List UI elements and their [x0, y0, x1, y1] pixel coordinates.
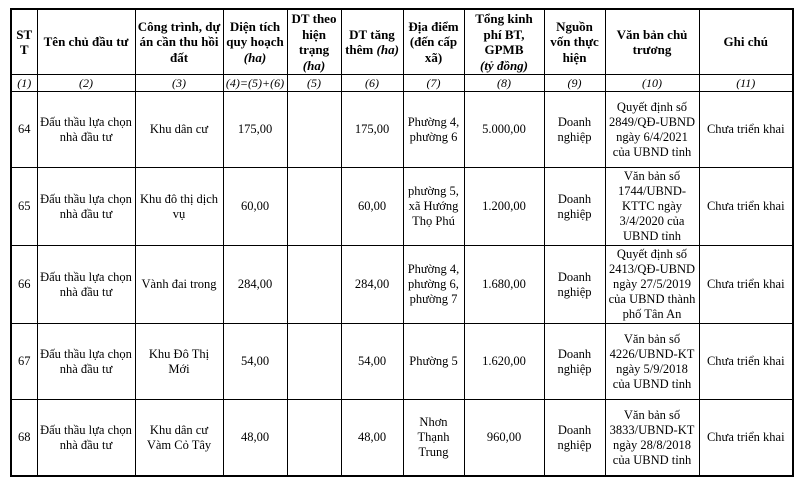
table-row	[11, 92, 793, 168]
column-header-area_planned	[223, 9, 287, 75]
cell-project: Khu dân cư	[135, 92, 223, 168]
cell-area_existing	[287, 168, 341, 246]
cell-area_added: 60,00	[341, 168, 403, 246]
cell-note: Chưa triển khai	[699, 324, 793, 400]
cell-note: Chưa triển khai	[699, 168, 793, 246]
column-title: Ghi chú	[723, 34, 768, 50]
cell-location: Phường 4, phường 6	[403, 92, 464, 168]
cell-total_cost: 1.680,00	[464, 246, 544, 324]
cell-document: Văn bản số 1744/UBND-KTTC ngày 3/4/2020 của UBND tỉnh	[605, 168, 699, 246]
table-row	[11, 400, 793, 476]
table-row	[11, 246, 793, 324]
column-header-project	[135, 9, 223, 75]
table-row	[11, 168, 793, 246]
cell-location: phường 5, xã Hướng Thọ Phú	[403, 168, 464, 246]
table-row	[11, 324, 793, 400]
cell-funding: Doanh nghiệp	[544, 168, 605, 246]
cell-document: Quyết định số 2849/QĐ-UBND ngày 6/4/2021 của UBND tỉnh	[605, 92, 699, 168]
cell-total_cost: 960,00	[464, 400, 544, 476]
column-index-row	[11, 75, 793, 92]
cell-investor: Đấu thầu lựa chọn nhà đầu tư	[37, 324, 135, 400]
cell-project: Vành đai trong	[135, 246, 223, 324]
column-index-document: (10)	[605, 75, 699, 92]
column-header-note	[699, 9, 793, 75]
column-title: Văn bản chủ trương	[616, 26, 688, 58]
column-title: Tên chủ đầu tư	[43, 34, 129, 50]
column-unit: (ha)	[376, 42, 399, 58]
cell-stt: 65	[11, 168, 37, 246]
column-title: Diện tích quy hoạch	[226, 18, 284, 50]
cell-area_planned: 54,00	[223, 324, 287, 400]
cell-area_planned: 284,00	[223, 246, 287, 324]
cell-stt: 68	[11, 400, 37, 476]
column-index-note: (11)	[699, 75, 793, 92]
column-unit: (tỷ đồng)	[479, 57, 529, 73]
cell-document: Quyết định số 2413/QĐ-UBND ngày 27/5/2019 của UBND thành phố Tân An	[605, 246, 699, 324]
column-unit: (ha)	[243, 49, 267, 65]
column-header-area_existing	[287, 9, 341, 75]
cell-area_added: 54,00	[341, 324, 403, 400]
column-header-funding	[544, 9, 605, 75]
cell-project: Khu đô thị dịch vụ	[135, 168, 223, 246]
cell-funding: Doanh nghiệp	[544, 246, 605, 324]
cell-funding: Doanh nghiệp	[544, 92, 605, 168]
cell-project: Khu dân cư Vàm Cỏ Tây	[135, 400, 223, 476]
cell-location: Phường 4, phường 6, phường 7	[403, 246, 464, 324]
column-index-area_existing: (5)	[287, 75, 341, 92]
column-title: DT theo hiện trạng	[291, 11, 337, 58]
column-header-document	[605, 9, 699, 75]
column-unit: (ha)	[302, 57, 326, 73]
column-header-location	[403, 9, 464, 75]
cell-project: Khu Đô Thị Mới	[135, 324, 223, 400]
cell-document: Văn bản số 4226/UBND-KT ngày 5/9/2018 của UBND tỉnh	[605, 324, 699, 400]
cell-note: Chưa triển khai	[699, 92, 793, 168]
cell-area_added: 48,00	[341, 400, 403, 476]
cell-area_added: 284,00	[341, 246, 403, 324]
column-header-area_added	[341, 9, 403, 75]
cell-area_existing	[287, 92, 341, 168]
cell-location: Phường 5	[403, 324, 464, 400]
column-title: Tổng kinh phí BT, GPMB	[475, 11, 533, 58]
column-index-stt: (1)	[11, 75, 37, 92]
cell-area_existing	[287, 246, 341, 324]
column-header-total_cost	[464, 9, 544, 75]
column-index-total_cost: (8)	[464, 75, 544, 92]
column-title: STT	[16, 26, 33, 58]
column-index-funding: (9)	[544, 75, 605, 92]
column-index-area_planned: (4)=(5)+(6)	[223, 75, 287, 92]
cell-note: Chưa triển khai	[699, 246, 793, 324]
cell-investor: Đấu thầu lựa chọn nhà đầu tư	[37, 92, 135, 168]
column-title: DT tăng thêm	[345, 26, 395, 58]
cell-stt: 66	[11, 246, 37, 324]
column-title: Nguồn vốn thực hiện	[550, 18, 599, 65]
cell-funding: Doanh nghiệp	[544, 324, 605, 400]
column-index-investor: (2)	[37, 75, 135, 92]
header-row	[11, 9, 793, 75]
column-index-project: (3)	[135, 75, 223, 92]
table-body	[11, 92, 793, 476]
cell-note: Chưa triển khai	[699, 400, 793, 476]
table-header	[11, 9, 793, 92]
cell-area_planned: 60,00	[223, 168, 287, 246]
cell-stt: 67	[11, 324, 37, 400]
column-index-area_added: (6)	[341, 75, 403, 92]
column-header-investor	[37, 9, 135, 75]
cell-area_added: 175,00	[341, 92, 403, 168]
land-recovery-table	[10, 8, 794, 477]
cell-area_planned: 175,00	[223, 92, 287, 168]
cell-area_planned: 48,00	[223, 400, 287, 476]
cell-total_cost: 1.200,00	[464, 168, 544, 246]
column-title: Địa điểm (đến cấp xã)	[408, 18, 459, 65]
cell-total_cost: 1.620,00	[464, 324, 544, 400]
cell-location: Nhơn Thạnh Trung	[403, 400, 464, 476]
cell-investor: Đấu thầu lựa chọn nhà đầu tư	[37, 400, 135, 476]
cell-total_cost: 5.000,00	[464, 92, 544, 168]
column-title: Công trình, dự án cần thu hồi đất	[137, 18, 221, 65]
column-index-location: (7)	[403, 75, 464, 92]
cell-investor: Đấu thầu lựa chọn nhà đầu tư	[37, 246, 135, 324]
cell-investor: Đấu thầu lựa chọn nhà đầu tư	[37, 168, 135, 246]
cell-document: Văn bản số 3833/UBND-KT ngày 28/8/2018 của UBND tỉnh	[605, 400, 699, 476]
cell-funding: Doanh nghiệp	[544, 400, 605, 476]
cell-stt: 64	[11, 92, 37, 168]
cell-area_existing	[287, 324, 341, 400]
cell-area_existing	[287, 400, 341, 476]
column-header-stt	[11, 9, 37, 75]
